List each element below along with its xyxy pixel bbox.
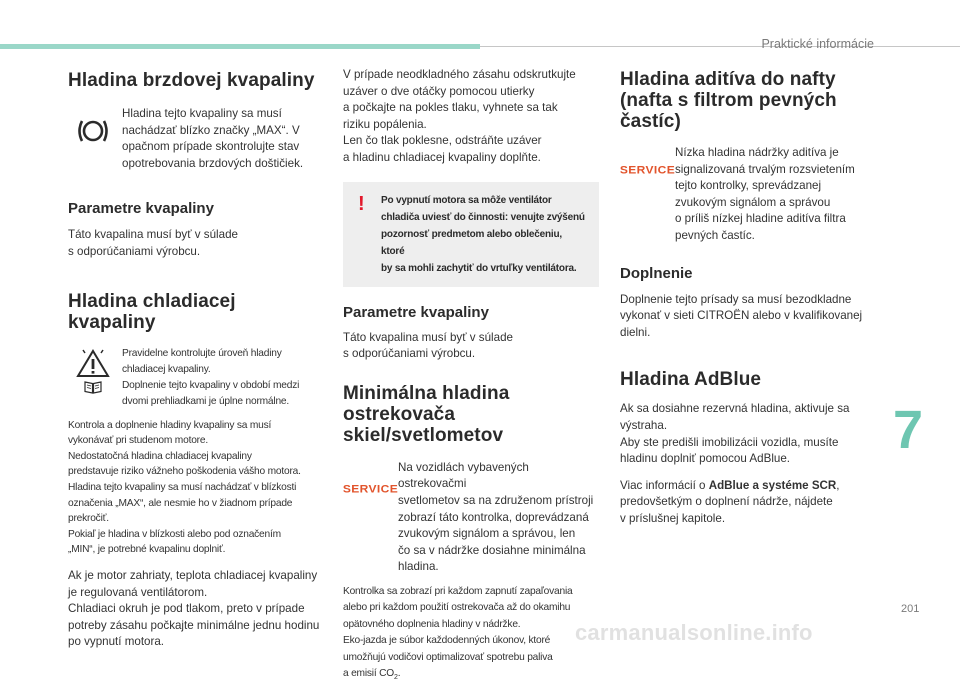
adblue-text: Ak sa dosiahne rezervná hladina, aktivuje sa výstraha. Aby ste predišli imobilizácii vozidla, musíte hladinu doplniť pomocou AdBlue. bbox=[620, 402, 850, 466]
brake-warning-icon bbox=[68, 106, 118, 145]
additive-title: Hladina aditíva do nafty (nafta s filtrom pevných častíc) bbox=[620, 69, 837, 132]
header-accent-bar bbox=[0, 44, 480, 49]
chapter-number: 7 bbox=[893, 400, 924, 460]
brake-fluid-title: Hladina brzdovej kvapaliny bbox=[68, 70, 315, 91]
watermark: carmanualsonline.info bbox=[575, 620, 813, 645]
fluid-params-title: Parametre kvapaliny bbox=[68, 200, 214, 218]
refill-text: Doplnenie tejto prísady sa musí bezodkladne vykonať v sieti CITROËN alebo v kvalifikovanej dielni. bbox=[620, 292, 863, 339]
coolant-row bbox=[68, 346, 323, 410]
fluid-params-title-2: Parametre kvapaliny bbox=[343, 303, 489, 321]
washer-note-text: Kontrolka sa zobrazí pri každom zapnutí zapaľovania alebo pri každom použití ostrekovača až do okamihu opätovného doplnenia hladiny v nádržke. Eko-jazda je súbor každodenných úkonov, ktoré umožňujú vodičovi optimalizovať spotrebu paliva a emisií $CO_2$. bbox=[343, 585, 573, 681]
brake-fluid-row bbox=[68, 106, 323, 172]
coolant-hot-text: Ak je motor zahriaty, teplota chladiacej kvapaliny je regulovaná ventilátorom. Chladiaci okruh je pod tlakom, preto v prípade potreby zásahu počkajte minimálne jednu hodinu po vypnutí motora. bbox=[68, 568, 320, 649]
coolant-icon-text: Pravidelne kontrolujte úroveň hladiny chladiacej kvapaliny. Doplnenie tejto kvapaliny v období medzi dvomi prehliadkami je úplne normálne. bbox=[122, 347, 300, 407]
brake-fluid-text: Hladina tejto kvapaliny sa musí nachádzať blízko značky „MAX“. V opačnom prípade skontrolujte stav opotrebovania brzdových doštičiek. bbox=[122, 107, 304, 170]
coolant-urgent-text: V prípade neodkladného zásahu odskrutkujte uzáver o dve otáčky pomocou utierky a počkajte na pokles tlaku, vyhnete sa tak riziku popálenia. Len čo tlak poklesne, odstráňte uzáver a hladinu chladiacej kvapaliny doplňte. bbox=[343, 68, 576, 164]
column-left bbox=[68, 60, 323, 651]
refill-title: Doplnenie bbox=[620, 264, 693, 282]
header-title: Praktické informácie bbox=[761, 37, 874, 51]
adblue-more-text: Viac informácií o AdBlue a systéme SCR, predovšetkým o doplnení nádrže, nájdete v príslušnej kapitole. bbox=[620, 478, 840, 525]
column-middle bbox=[343, 60, 600, 686]
washer-row bbox=[343, 460, 600, 576]
adblue-title: Hladina AdBlue bbox=[620, 369, 762, 391]
washer-icon-text: Na vozidlách vybavených ostrekovačmi svetlometov sa na združenom prístroji zobrazí táto kontrolka, doprevádzaná zvukovým signálom a správou, len čo sa v nádržke dosiahne minimálna hladina. bbox=[398, 460, 594, 574]
coolant-icons bbox=[68, 346, 118, 394]
header-rule bbox=[480, 46, 960, 47]
service-icon: SERVICE bbox=[342, 482, 399, 496]
additive-row bbox=[620, 145, 875, 245]
coolant-note-text: Kontrola a doplnenie hladiny kvapaliny sa musí vykonávať pri studenom motore. Nedostatočná hladina chladiacej kvapaliny predstavuje riziko vážneho poškodenia vášho motora. Hladina tejto kvapaliny sa musí nachádzať v blízkosti označenia „MAX“, ale nesmie ho v žiadnom prípade prekročiť. Pokiaľ je hladina v blízkosti alebo pod označením „MIN“, je potrebné kvapalinu doplniť. bbox=[68, 419, 301, 556]
fan-warning-box bbox=[343, 182, 599, 287]
service-icon-2: SERVICE bbox=[619, 163, 676, 177]
page-number: 201 bbox=[901, 603, 920, 615]
coolant-title: Hladina chladiacej kvapaliny bbox=[68, 290, 236, 333]
manual-book-icon bbox=[84, 380, 102, 394]
fluid-params-text: Táto kvapalina musí byť v súlade s odporúčaniami výrobcu. bbox=[68, 228, 238, 258]
column-right bbox=[620, 60, 875, 528]
exclamation-icon: ! bbox=[358, 192, 365, 215]
coolant-warning-icon bbox=[76, 348, 110, 378]
additive-icon-text: Nízka hladina nádržky aditíva je signalizovaná trvalým rozsvietením tejto kontrolky, sprevádzanej zvukovým signálom a správou o príliš nízkej hladine aditíva filtra pevných častíc. bbox=[675, 146, 855, 242]
fan-warning-text: Po vypnutí motora sa môže ventilátor chladiča uviesť do činnosti: venujte zvýšenú pozornosť predmetom alebo oblečeniu, ktoré by sa mohli zachytiť do vrtuľky ventilátora. bbox=[381, 194, 585, 274]
washer-title: Minimálna hladina ostrekovača skiel/svetlometov bbox=[343, 382, 510, 446]
fluid-params-text-2: Táto kvapalina musí byť v súlade s odporúčaniami výrobcu. bbox=[343, 330, 513, 361]
